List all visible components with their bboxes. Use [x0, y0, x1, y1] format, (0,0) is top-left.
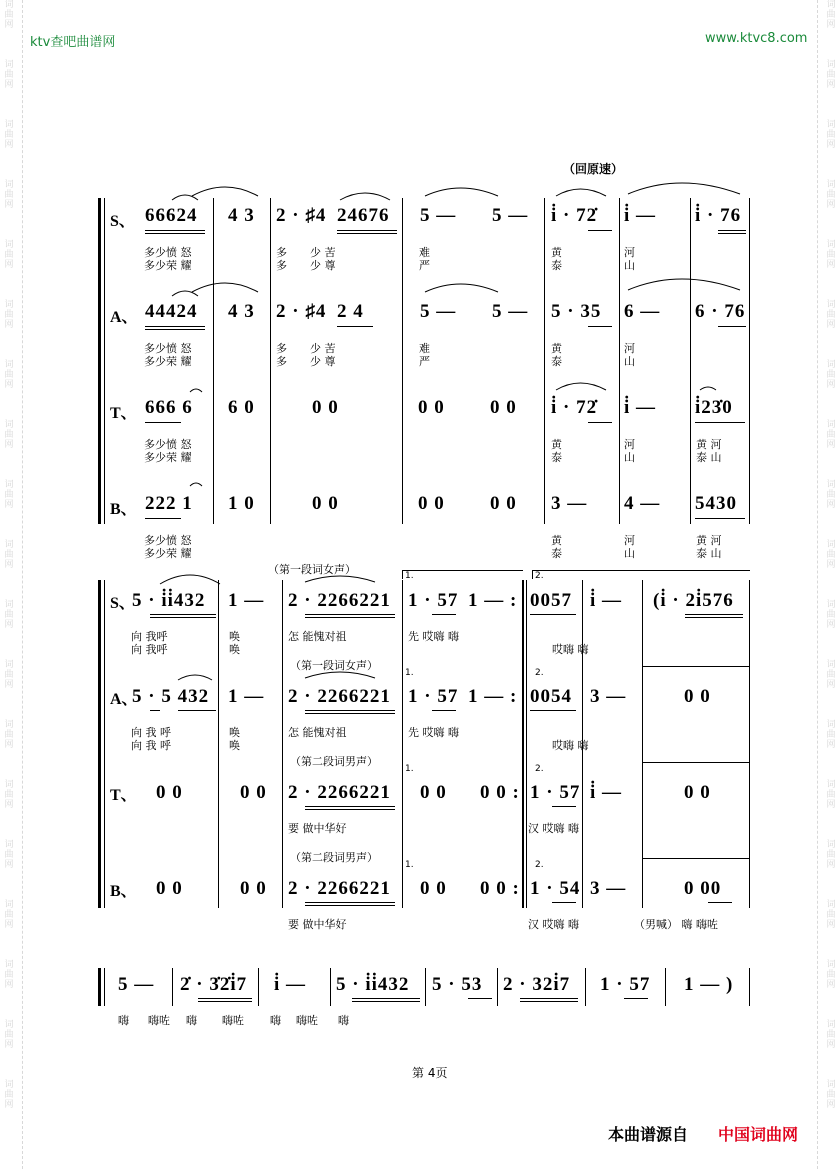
- s1-bass-lyric-1b: 黄: [551, 534, 562, 547]
- edge-watermark-mark: 词 曲 网: [4, 540, 14, 570]
- s1-bass-lyric-2d: 泰 山: [696, 547, 722, 560]
- s1-soprano-lyric-2d: 严: [419, 259, 430, 272]
- s1-alto-lyric-1b: 多: [276, 342, 287, 355]
- s1-tenor-lyric-1c: 河: [624, 438, 635, 451]
- edge-watermark-mark: 词 曲 网: [4, 1080, 14, 1110]
- s1-tenor-m5: 0 0: [490, 397, 517, 418]
- s3-m7: 1 · 57: [600, 974, 651, 995]
- s2-bass-lyric-1b: 汉 哎嗨 嗨: [528, 918, 579, 931]
- s1-bass-m1: 222 1: [145, 493, 193, 514]
- s1-bass-m8: 5430: [695, 493, 737, 514]
- s1-alto-lyric-1d: 难: [419, 342, 430, 355]
- edge-watermark-mark: 词 曲 网: [826, 780, 836, 810]
- edge-watermark-mark: 词 曲 网: [826, 1080, 836, 1110]
- s2-bass-m4: 0 0: [420, 878, 447, 899]
- s2-alto-lyric-1d: 先 哎嗨 嗨: [408, 726, 459, 739]
- s1-bass-m4: 0 0: [418, 493, 445, 514]
- s2-voice-label-soprano: S、: [110, 595, 135, 612]
- edge-watermark-mark: 词 曲 网: [826, 420, 836, 450]
- voice-label-alto: A、: [110, 309, 138, 326]
- edge-watermark-mark: 词 曲 网: [4, 900, 14, 930]
- edge-watermark-mark: 词 曲 网: [4, 240, 14, 270]
- s1-bass-m2: 1 0: [228, 493, 255, 514]
- s2-bass-m2: 0 0: [240, 878, 267, 899]
- s1-tenor-lyric-2b: 泰: [551, 451, 562, 464]
- s1-soprano-m3a: 2 · ♯4: [276, 205, 327, 226]
- s2-voice-label-alto: A、: [110, 691, 138, 708]
- annot-alto: （第一段词女声）: [290, 659, 378, 672]
- edge-watermark-mark: 词 曲 网: [826, 180, 836, 210]
- edge-watermark-mark: 词 曲 网: [4, 1020, 14, 1050]
- edge-watermark-mark: 词 曲 网: [826, 960, 836, 990]
- s3-lyric-1: 嗨: [118, 1014, 129, 1027]
- edge-watermark-mark: 词 曲 网: [826, 360, 836, 390]
- s1-soprano-m4: 5 —: [420, 205, 457, 226]
- s1-soprano-lyric-1e: 黄: [551, 246, 562, 259]
- header-right-url[interactable]: www.ktvc8.com: [705, 31, 808, 46]
- s2-soprano-lyric-1a: 向 我呼: [131, 630, 168, 643]
- s1-tenor-lyric-2d: 泰 山: [696, 451, 722, 464]
- edge-watermark-mark: 词 曲 网: [4, 420, 14, 450]
- edge-watermark-mark: 词 曲 网: [826, 480, 836, 510]
- s1-alto-m2: 4 3: [228, 301, 255, 322]
- voice-label-bass: B、: [110, 501, 137, 518]
- s3-lyric-7: 嗨: [338, 1014, 349, 1027]
- s1-soprano-lyric-1c: 少 苦: [310, 246, 336, 259]
- s3-lyric-6: 嗨咗: [296, 1014, 318, 1027]
- s3-lyric-2: 嗨咗: [148, 1014, 170, 1027]
- s2-voice-label-tenor: T、: [110, 787, 137, 804]
- s2-bass-m5: 1 · 54: [530, 878, 581, 899]
- s1-soprano-m6: i̇ · 72̇: [551, 205, 598, 226]
- s2-bass-lyric-1c: （男喊） 嗨 嗨咗: [634, 918, 718, 931]
- s2-tenor-m1: 0 0: [156, 782, 183, 803]
- s1-alto-lyric-1a: 多少愤 怒: [144, 342, 192, 355]
- edge-watermark-mark: 词 曲 网: [826, 300, 836, 330]
- s1-alto-lyric-1c: 少 苦: [310, 342, 336, 355]
- s2-alto-m1: 5 · 5 432: [132, 686, 210, 707]
- edge-watermark-mark: 词 曲 网: [4, 180, 14, 210]
- s1-tenor-m7: i̇ —: [624, 397, 657, 418]
- s2-alto-lyric-1a: 向 我 呼: [131, 726, 171, 739]
- s2-soprano-lyric-2a: 向 我呼: [131, 643, 168, 656]
- s2-alto-lyric-1c: 怎 能愧对祖: [288, 726, 347, 739]
- edge-watermark-mark: 词 曲 网: [826, 60, 836, 90]
- s2-soprano-m5: 0057: [530, 590, 572, 611]
- s1-alto-lyric-1e: 黄: [551, 342, 562, 355]
- s3-lyric-5: 嗨: [270, 1014, 281, 1027]
- s3-m4: 5 · i̇i̇432: [336, 974, 410, 995]
- edge-watermark-mark: 词 曲 网: [4, 960, 14, 990]
- s2-bass-m4b: 0 0 :: [480, 878, 520, 899]
- s1-soprano-lyric-2a: 多少荣 耀: [144, 259, 192, 272]
- s2-soprano-m1: 5 · i̇i̇432: [132, 590, 206, 611]
- page-number: 第 4页: [412, 1066, 448, 1080]
- s1-soprano-lyric-2f: 山: [624, 259, 635, 272]
- edge-watermark-mark: 词 曲 网: [4, 120, 14, 150]
- s3-m2: 2̇ · 3̇2̇i̇7: [180, 974, 248, 995]
- s1-alto-lyric-2c: 少 尊: [310, 355, 336, 368]
- edge-watermark-mark: 词 曲 网: [4, 60, 14, 90]
- s2-alto-lyric-1e: 哎嗨 嗨: [552, 739, 589, 752]
- s1-alto-m4: 5 —: [420, 301, 457, 322]
- s2-alto-lyric-2b: 唤: [229, 739, 240, 752]
- edge-watermark-mark: 词 曲 网: [4, 840, 14, 870]
- s2-tenor-m4: 0 0: [420, 782, 447, 803]
- s3-m6: 2 · 32i̇7: [503, 974, 571, 995]
- s2-alto-m2: 1 —: [228, 686, 265, 707]
- s2-bass-m6: 3 —: [590, 878, 627, 899]
- s1-alto-lyric-1f: 河: [624, 342, 635, 355]
- s1-tenor-lyric-2a: 多少荣 耀: [144, 451, 192, 464]
- footer-site-link[interactable]: 中国词曲网: [718, 1125, 799, 1144]
- s1-tenor-m6: i̇ · 72̇: [551, 397, 598, 418]
- s1-alto-m1: 44424: [145, 301, 198, 322]
- s2-alto-m4b: 1 — :: [468, 686, 518, 707]
- s1-alto-m7: 6 —: [624, 301, 661, 322]
- edge-watermark-mark: 词 曲 网: [4, 780, 14, 810]
- s1-bass-lyric-1a: 多少愤 怒: [144, 534, 192, 547]
- s2-alto-m4: 1 · 57: [408, 686, 459, 707]
- s1-tenor-m1: 666 6: [145, 397, 193, 418]
- s2-soprano-lyric-1c: 怎 能愧对祖: [288, 630, 347, 643]
- s2-tenor-m7: 0 0: [684, 782, 711, 803]
- s2-tenor-lyric-1b: 汉 哎嗨 嗨: [528, 822, 579, 835]
- s2-soprano-lyric-1d: 先 哎嗨 嗨: [408, 630, 459, 643]
- s1-bass-lyric-2c: 山: [624, 547, 635, 560]
- s3-m1: 5 —: [118, 974, 155, 995]
- s3-lyric-4: 嗨咗: [222, 1014, 244, 1027]
- s2-voice-label-bass: B、: [110, 883, 137, 900]
- s1-bass-lyric-2a: 多少荣 耀: [144, 547, 192, 560]
- s1-tenor-m3: 0 0: [312, 397, 339, 418]
- edge-watermark-mark: 词 曲 网: [4, 300, 14, 330]
- s1-alto-m6: 5 · 35: [551, 301, 602, 322]
- s2-tenor-m3: 2 · 2266221: [288, 782, 391, 803]
- s2-soprano-m6: i̇ —: [590, 590, 623, 611]
- s1-soprano-lyric-1f: 河: [624, 246, 635, 259]
- s2-alto-m5: 0054: [530, 686, 572, 707]
- s1-tenor-m8: i̇23̇0: [695, 397, 733, 418]
- annot-soprano: （第一段词女声）: [268, 563, 356, 576]
- s1-soprano-m1: 66624: [145, 205, 198, 226]
- s2-alto-m6: 3 —: [590, 686, 627, 707]
- s1-soprano-m2: 4 3: [228, 205, 255, 226]
- s2-soprano-m2: 1 —: [228, 590, 265, 611]
- s1-tenor-m4: 0 0: [418, 397, 445, 418]
- s1-alto-m3b: 2 4: [337, 301, 364, 322]
- edge-watermark-mark: 词 曲 网: [4, 0, 14, 30]
- edge-watermark-mark: 词 曲 网: [826, 540, 836, 570]
- s1-bass-lyric-1d: 黄 河: [696, 534, 722, 547]
- s1-alto-lyric-2e: 泰: [551, 355, 562, 368]
- s2-soprano-lyric-1e: 哎嗨 嗨: [552, 643, 589, 656]
- s2-soprano-lyric-1b: 唤: [229, 630, 240, 643]
- s1-alto-m3a: 2 · ♯4: [276, 301, 327, 322]
- footer-source-label: 本曲谱源自: [608, 1125, 689, 1144]
- s3-lyric-3: 嗨: [186, 1014, 197, 1027]
- s2-bass-m1: 0 0: [156, 878, 183, 899]
- edge-watermark-mark: 词 曲 网: [826, 720, 836, 750]
- s2-tenor-m2: 0 0: [240, 782, 267, 803]
- s1-soprano-lyric-1a: 多少愤 怒: [144, 246, 192, 259]
- edge-watermark-mark: 词 曲 网: [826, 900, 836, 930]
- s1-soprano-lyric-1b: 多: [276, 246, 287, 259]
- s3-m8: 1 — ): [684, 974, 734, 995]
- s2-soprano-m3: 2 · 2266221: [288, 590, 391, 611]
- s2-tenor-m4b: 0 0 :: [480, 782, 520, 803]
- s3-m5: 5 · 53: [432, 974, 483, 995]
- s3-m3: i̇ —: [274, 974, 307, 995]
- s1-alto-lyric-2b: 多: [276, 355, 287, 368]
- s2-soprano-lyric-2b: 唤: [229, 643, 240, 656]
- s1-bass-m6: 3 —: [551, 493, 588, 514]
- s1-tenor-lyric-1d: 黄 河: [696, 438, 722, 451]
- s1-tenor-m2: 6 0: [228, 397, 255, 418]
- s2-alto-lyric-2a: 向 我 呼: [131, 739, 171, 752]
- s2-soprano-m4b: 1 — :: [468, 590, 518, 611]
- s1-soprano-m5: 5 —: [492, 205, 529, 226]
- s1-tenor-lyric-1a: 多少愤 怒: [144, 438, 192, 451]
- edge-watermark-mark: 词 曲 网: [826, 120, 836, 150]
- s1-alto-lyric-2a: 多少荣 耀: [144, 355, 192, 368]
- edge-watermark-mark: 词 曲 网: [826, 1020, 836, 1050]
- edge-watermark-mark: 词 曲 网: [4, 360, 14, 390]
- s1-soprano-lyric-2b: 多: [276, 259, 287, 272]
- volta-1-label: 1.: [405, 571, 414, 581]
- s1-alto-lyric-2f: 山: [624, 355, 635, 368]
- s1-alto-lyric-2d: 严: [419, 355, 430, 368]
- s2-bass-m7: 0 00: [684, 878, 722, 899]
- volta-2-label: 2.: [535, 571, 544, 581]
- s1-soprano-m7: i̇ —: [624, 205, 657, 226]
- s1-soprano-lyric-2c: 少 尊: [310, 259, 336, 272]
- annot-tenor: （第二段词男声）: [290, 755, 378, 768]
- s1-alto-m8: 6 · 76: [695, 301, 746, 322]
- s1-tenor-lyric-1b: 黄: [551, 438, 562, 451]
- edge-watermark-mark: 词 曲 网: [826, 240, 836, 270]
- edge-watermark-mark: 词 曲 网: [826, 840, 836, 870]
- s2-alto-m3: 2 · 2266221: [288, 686, 391, 707]
- s2-soprano-m4: 1 · 57: [408, 590, 459, 611]
- s2-tenor-m5: 1 · 57: [530, 782, 581, 803]
- s1-bass-lyric-1c: 河: [624, 534, 635, 547]
- s2-tenor-lyric-1a: 要 做中华好: [288, 822, 347, 835]
- s2-soprano-m7: (i̇ · 2i̇576: [653, 590, 734, 611]
- tempo-mark: （回原速）: [563, 162, 624, 176]
- s1-soprano-m3b: 24676: [337, 205, 390, 226]
- s2-bass-m3: 2 · 2266221: [288, 878, 391, 899]
- edge-watermark-mark: 词 曲 网: [4, 720, 14, 750]
- annot-bass: （第二段词男声）: [290, 851, 378, 864]
- s1-alto-m5: 5 —: [492, 301, 529, 322]
- s1-soprano-m8: i̇ · 76: [695, 205, 742, 226]
- s2-alto-m7: 0 0: [684, 686, 711, 707]
- edge-watermark-mark: 词 曲 网: [4, 600, 14, 630]
- s1-bass-m3: 0 0: [312, 493, 339, 514]
- s2-tenor-m6: i̇ —: [590, 782, 623, 803]
- s1-bass-m5: 0 0: [490, 493, 517, 514]
- s1-soprano-lyric-1d: 难: [419, 246, 430, 259]
- edge-watermark-mark: 词 曲 网: [826, 600, 836, 630]
- s1-tenor-lyric-2c: 山: [624, 451, 635, 464]
- voice-label-tenor: T、: [110, 405, 137, 422]
- voice-label-soprano: S、: [110, 213, 135, 230]
- edge-watermark-mark: 词 曲 网: [4, 480, 14, 510]
- s1-soprano-lyric-2e: 泰: [551, 259, 562, 272]
- s2-alto-lyric-1b: 唤: [229, 726, 240, 739]
- edge-watermark-mark: 词 曲 网: [826, 660, 836, 690]
- edge-watermark-mark: 词 曲 网: [826, 0, 836, 30]
- s1-bass-m7: 4 —: [624, 493, 661, 514]
- header-left-site[interactable]: ktv查吧曲谱网: [30, 35, 116, 50]
- s1-bass-lyric-2b: 泰: [551, 547, 562, 560]
- edge-watermark-mark: 词 曲 网: [4, 660, 14, 690]
- s2-bass-lyric-1a: 要 做中华好: [288, 918, 347, 931]
